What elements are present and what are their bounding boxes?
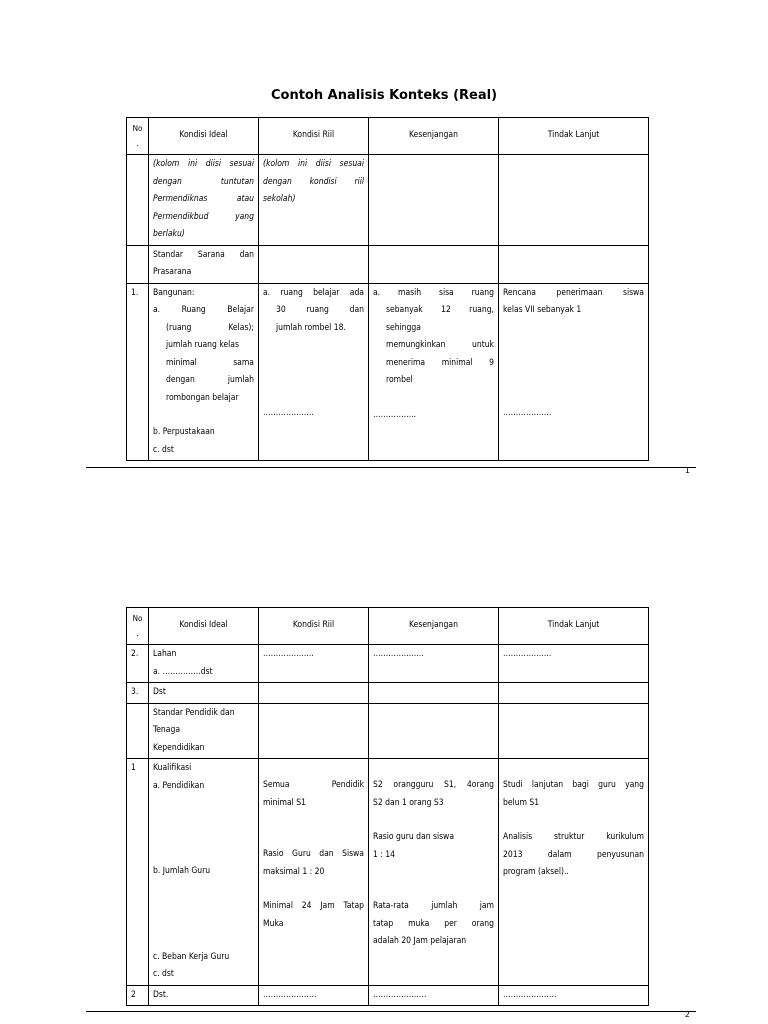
gap-cell: a. masih sisa ruang sebanyak 12 ruang, sehingga memungkinkan untuk menerima minimal 9 rombel …………….. — [369, 283, 499, 461]
table-row — [127, 985, 649, 1006]
row-number: 2. — [127, 645, 149, 683]
table-row — [127, 683, 649, 704]
table-row — [127, 645, 649, 683]
analysis-table-page-2 — [126, 607, 649, 1006]
table-row — [127, 155, 649, 246]
gap-cell: S2 orangguru S1, 4orang S2 dan 1 orang S3 Rasio guru dan siswa 1 : 14 Rata-rata jumlah jam tatap muka per orang adalah 20 Jam pelajaran — [369, 759, 499, 986]
table-row — [127, 759, 649, 986]
action-cell: Rencana penerimaan siswa kelas VII sebanyak 1 ………………. — [499, 283, 649, 461]
action-cell: ………………. — [499, 645, 649, 683]
section-row — [127, 703, 649, 759]
action-cell: Studi lanjutan bagi guru yang belum S1 Analisis struktur kurikulum 2013 dalam penyusunan program (aksel).. — [499, 759, 649, 986]
page-1-footer-rule — [86, 467, 696, 468]
header-tindak-lanjut: Tindak Lanjut — [499, 608, 649, 645]
ideal-cell: Dst — [149, 683, 259, 704]
header-kondisi-riil: Kondisi Riil — [259, 118, 369, 155]
table-row — [127, 283, 649, 461]
riil-intro-cell: (kolom ini diisi sesuai dengan kondisi riil sekolah) — [259, 155, 369, 246]
ideal-cell: Kualifikasi a. Pendidikan b. Jumlah Guru c. Beban Kerja Guru c. dst — [149, 759, 259, 986]
header-kondisi-ideal: Kondisi Ideal — [149, 608, 259, 645]
header-kondisi-riil: Kondisi Riil — [259, 608, 369, 645]
ideal-cell: Bangunan: a. Ruang Belajar (ruang Kelas); jumlah ruang kelas minimal sama dengan jumlah rombongan belajar b. Perpustakaan c. dst — [149, 283, 259, 461]
page-2-footer-rule — [86, 1011, 696, 1012]
page-number-2: 2 — [684, 1010, 690, 1019]
row-number: 1 — [127, 759, 149, 986]
header-row — [127, 608, 649, 645]
header-no: No . — [127, 608, 149, 645]
riil-cell: Semua Pendidik minimal S1 Rasio Guru dan Siswa maksimal 1 : 20 Minimal 24 Jam Tatap Muka — [259, 759, 369, 986]
riil-cell: a. ruang belajar ada 30 ruang dan jumlah rombel 18. ……………….. — [259, 283, 369, 461]
ideal-cell: Dst. — [149, 985, 259, 1006]
gap-cell: ……………….. — [369, 645, 499, 683]
header-row — [127, 118, 649, 155]
document-title: Contoh Analisis Konteks (Real) — [270, 88, 498, 103]
riil-cell: ……………….. — [259, 645, 369, 683]
section-title: Standar Sarana dan Prasarana — [149, 245, 259, 283]
section-title: Standar Pendidik dan Tenaga Kependidikan — [149, 703, 259, 759]
section-row — [127, 245, 649, 283]
analysis-table-page-1 — [126, 117, 649, 461]
action-cell: ………………… — [499, 985, 649, 1006]
ideal-intro-cell: (kolom ini diisi sesuai dengan tuntutan Permendiknas atau Permendikbud yang berlaku) — [149, 155, 259, 246]
header-tindak-lanjut: Tindak Lanjut — [499, 118, 649, 155]
row-number: 3. — [127, 683, 149, 704]
row-number: 2 — [127, 985, 149, 1006]
row-number: 1. — [127, 283, 149, 461]
header-kesenjangan: Kesenjangan — [369, 118, 499, 155]
page-number-1: 1 — [684, 466, 690, 475]
header-kesenjangan: Kesenjangan — [369, 608, 499, 645]
header-no: No . — [127, 118, 149, 155]
ideal-cell: Lahan a. ……………dst — [149, 645, 259, 683]
riil-cell: ………………… — [259, 985, 369, 1006]
header-kondisi-ideal: Kondisi Ideal — [149, 118, 259, 155]
gap-cell: ………………… — [369, 985, 499, 1006]
